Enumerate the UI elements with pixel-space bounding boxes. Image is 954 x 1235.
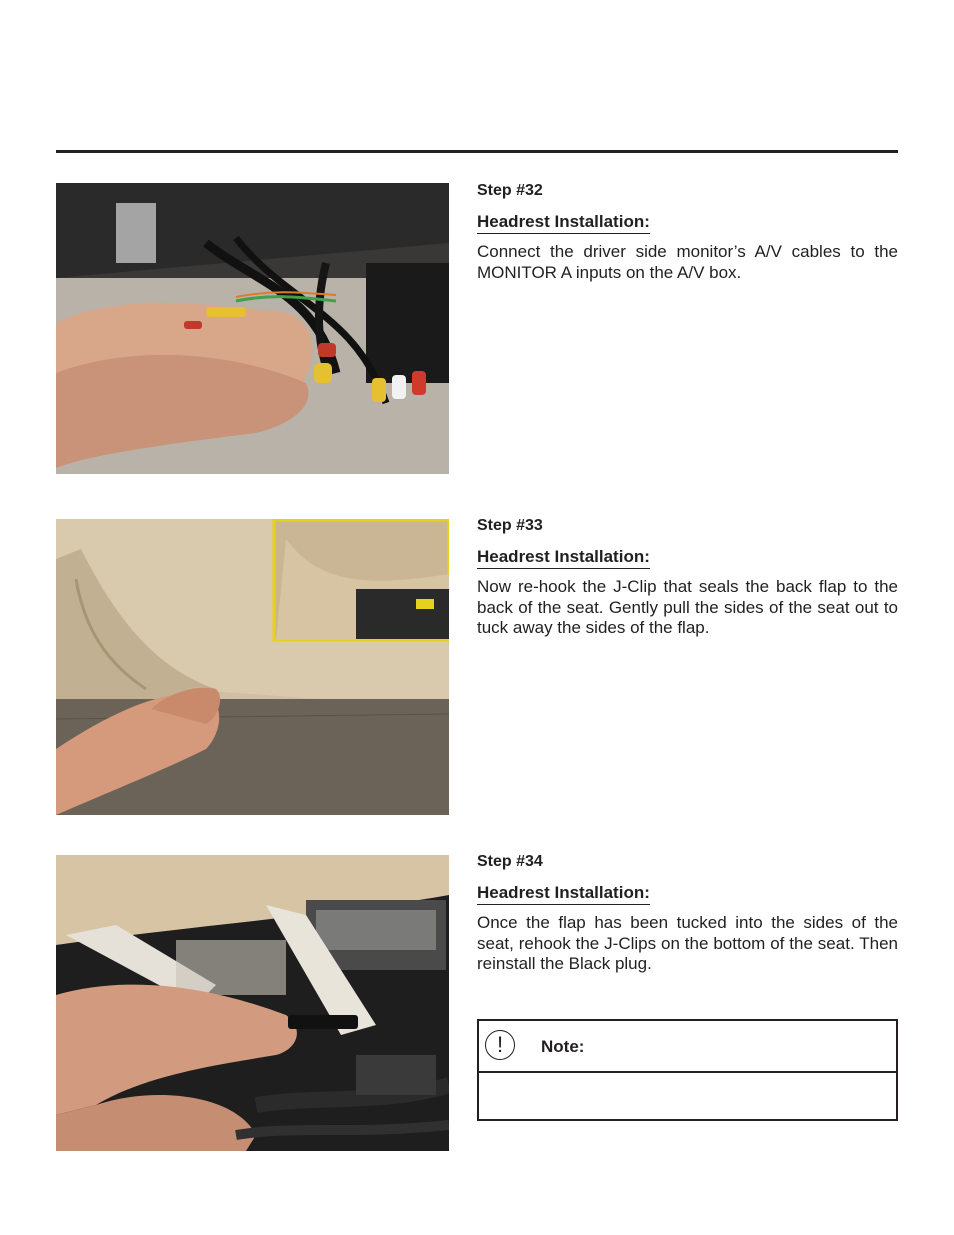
note-header xyxy=(479,1021,896,1073)
step-number: Step #34 xyxy=(477,853,543,870)
step-32-section xyxy=(477,182,898,283)
step-instructions: Now re-hook the J-Clip that seals the back flap to the back of the seat. Gently pull the sides of the seat out to tuck away the sides of the flap. xyxy=(477,577,898,637)
step-heading: Headrest Installation: xyxy=(477,212,650,234)
exclamation-circle-icon: ! xyxy=(485,1030,515,1060)
step-instructions: Connect the driver side monitor’s A/V cables to the MONITOR A inputs on the A/V box. xyxy=(477,242,898,282)
note-box xyxy=(477,1019,898,1121)
note-body xyxy=(479,1073,896,1119)
step-number: Step #32 xyxy=(477,182,543,199)
step-34-section xyxy=(477,853,898,975)
step-heading: Headrest Installation: xyxy=(477,883,650,905)
note-label: Note: xyxy=(541,1037,585,1056)
step-number: Step #33 xyxy=(477,517,543,534)
step-instructions: Once the flap has been tucked into the sides of the seat, rehook the J-Clips on the bottom of the seat. Then reinstall the Black plug. xyxy=(477,913,898,973)
step-33-section xyxy=(477,517,898,639)
header-rule xyxy=(56,150,898,153)
step-heading: Headrest Installation: xyxy=(477,547,650,569)
step-34-photo xyxy=(56,855,449,1151)
step-33-photo xyxy=(56,519,449,815)
step-32-photo xyxy=(56,183,449,474)
